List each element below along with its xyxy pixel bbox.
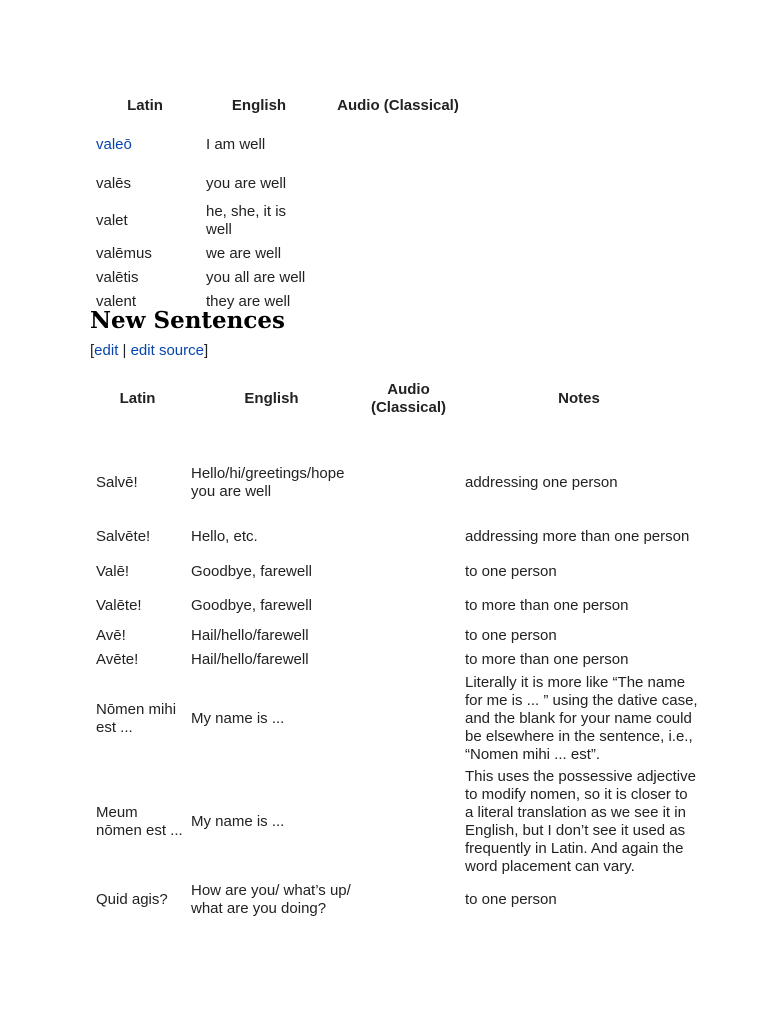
notes-cell: to one person	[465, 627, 557, 644]
edit-separator: |	[118, 342, 131, 359]
audio-cell	[318, 266, 478, 290]
table-row	[90, 671, 699, 766]
column-header-audio: Audio (Classical)	[370, 381, 447, 416]
english-cell: Hello, etc.	[191, 528, 258, 545]
audio-cell	[318, 168, 478, 200]
latin-cell: Meum nōmen est ...	[96, 804, 183, 839]
english-cell: he, she, it is well	[206, 203, 287, 238]
notes-cell: to more than one person	[465, 597, 629, 614]
english-cell: I am well	[206, 136, 266, 153]
english-cell: you all are well	[206, 269, 306, 286]
latin-cell: valet	[96, 212, 128, 229]
notes-cell: to more than one person	[465, 651, 629, 668]
english-cell: Hail/hello/farewell	[191, 627, 309, 644]
audio-cell	[358, 671, 459, 766]
table-row	[90, 168, 478, 200]
latin-cell: Nōmen mihi est ...	[96, 700, 177, 736]
latin-cell[interactable]	[90, 122, 200, 168]
audio-cell	[318, 242, 478, 266]
table-row	[90, 200, 478, 242]
latin-cell: Valē!	[96, 563, 130, 580]
bracket-close: ]	[203, 342, 209, 359]
table-row	[90, 519, 699, 555]
table-header-row	[90, 88, 478, 122]
table-row	[90, 589, 699, 623]
conjugation-table	[90, 88, 478, 314]
audio-cell	[358, 878, 459, 922]
column-header-audio: Audio (Classical)	[337, 96, 459, 114]
english-cell: Goodbye, farewell	[191, 597, 312, 614]
table-row	[90, 878, 699, 922]
latin-cell: valētis	[96, 269, 139, 286]
latin-cell: Quid agis?	[96, 891, 168, 908]
audio-cell	[358, 649, 459, 671]
table-row	[90, 242, 478, 266]
english-cell: How are you/ what’s up/ what are you doing?	[191, 882, 351, 917]
edit-link[interactable]: edit	[94, 342, 119, 359]
latin-cell: Salvē!	[96, 473, 138, 491]
bracket-open: [	[90, 342, 95, 359]
english-cell: Goodbye, farewell	[191, 563, 312, 580]
latin-cell: Avē!	[96, 627, 126, 644]
table-row	[90, 623, 699, 649]
audio-cell	[358, 589, 459, 623]
latin-cell: valēmus	[96, 245, 152, 262]
latin-word-link[interactable]: valeō	[96, 136, 132, 153]
audio-cell	[358, 766, 459, 878]
audio-cell	[358, 555, 459, 589]
notes-cell: to one person	[465, 563, 557, 580]
table-row	[90, 266, 478, 290]
table-header-row	[90, 372, 699, 426]
audio-cell	[318, 200, 478, 242]
english-cell: My name is ...	[191, 813, 285, 830]
audio-cell	[318, 122, 478, 168]
edit-source-link[interactable]: edit source	[130, 342, 204, 359]
table-row	[90, 649, 699, 671]
notes-cell: addressing more than one person	[465, 528, 690, 545]
table-row	[90, 426, 699, 519]
latin-cell: Avēte!	[96, 651, 139, 668]
latin-cell: Valēte!	[96, 597, 142, 614]
english-cell: we are well	[206, 245, 282, 262]
notes-cell: addressing one person	[465, 473, 618, 491]
audio-cell	[358, 426, 459, 519]
latin-cell: Salvēte!	[96, 528, 151, 545]
table-row	[90, 122, 478, 168]
section-heading: New Sentences	[90, 307, 285, 334]
table-row	[90, 555, 699, 589]
column-header-latin: Latin	[127, 96, 163, 114]
english-cell: Hail/hello/farewell	[191, 651, 309, 668]
audio-cell	[358, 623, 459, 649]
column-header-latin: Latin	[119, 390, 156, 407]
english-cell: Hello/hi/greetings/hope you are well	[191, 464, 345, 500]
column-header-notes: Notes	[558, 390, 600, 407]
english-cell: they are well	[206, 293, 291, 310]
english-cell: you are well	[206, 175, 287, 192]
column-header-english: English	[244, 390, 299, 407]
notes-cell: This uses the possessive adjective to modify nomen, so it is closer to a literal translation as we see it in English, but I don’t see it used as frequently in Latin. And again the word placement can vary.	[465, 768, 696, 875]
notes-cell: Literally it is more like “The name for me is ... ” using the dative case, and the blank for your name could be elsewhere in the sentence, i.e., “Nomen mihi ... est”.	[465, 673, 698, 763]
edit-links	[90, 342, 208, 359]
notes-cell: to one person	[465, 891, 557, 908]
audio-cell	[318, 290, 478, 314]
column-header-english: English	[231, 96, 287, 114]
english-cell: My name is ...	[191, 709, 285, 727]
audio-cell	[358, 519, 459, 555]
sentences-table	[90, 372, 699, 922]
table-row	[90, 766, 699, 878]
latin-cell: valent	[96, 293, 137, 310]
latin-cell: valēs	[96, 175, 132, 192]
